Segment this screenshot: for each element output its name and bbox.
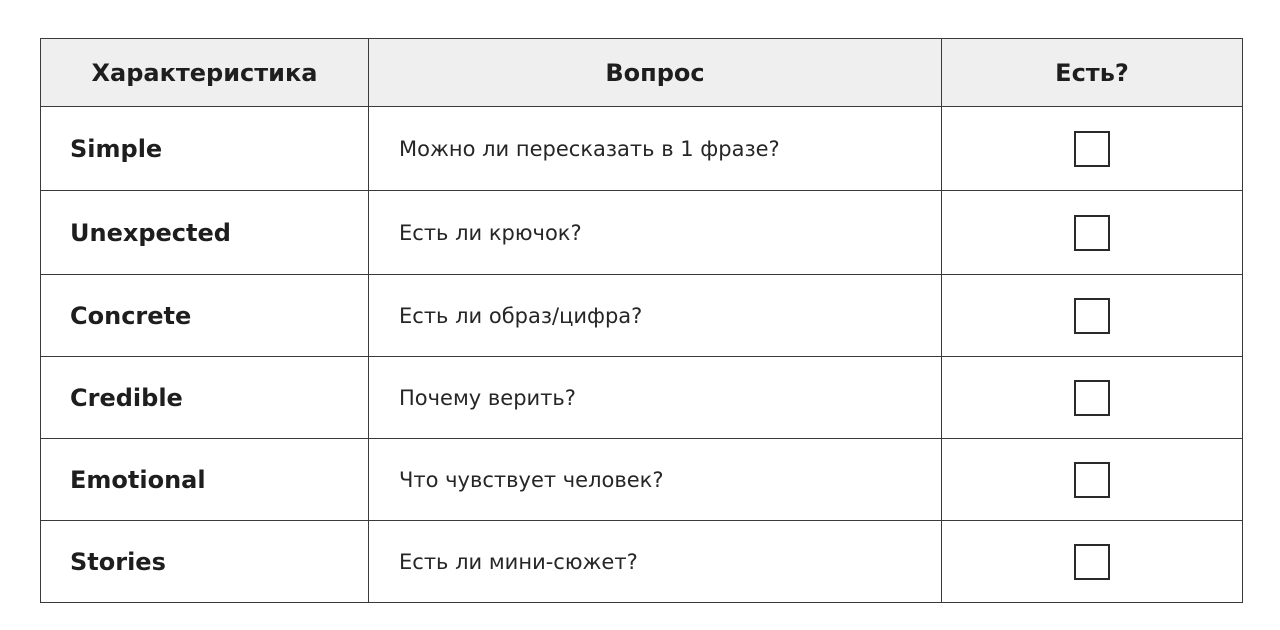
table-row bbox=[41, 275, 1243, 357]
header-characteristic: Характеристика bbox=[41, 39, 369, 107]
checkbox-cell bbox=[942, 521, 1243, 603]
table-body bbox=[41, 107, 1243, 603]
checkbox[interactable] bbox=[1074, 544, 1110, 580]
checkbox-cell bbox=[942, 275, 1243, 357]
checkbox-cell bbox=[942, 439, 1243, 521]
checkbox[interactable] bbox=[1074, 462, 1110, 498]
question-cell: Есть ли крючок? bbox=[369, 191, 942, 275]
checkbox-cell bbox=[942, 107, 1243, 191]
header-question: Вопрос bbox=[369, 39, 942, 107]
checkbox[interactable] bbox=[1074, 298, 1110, 334]
checklist-table bbox=[40, 38, 1243, 603]
question-cell: Есть ли образ/цифра? bbox=[369, 275, 942, 357]
table-row bbox=[41, 439, 1243, 521]
table-row bbox=[41, 521, 1243, 603]
trait-cell: Credible bbox=[41, 357, 369, 439]
table-header bbox=[41, 39, 1243, 107]
header-present: Есть? bbox=[942, 39, 1243, 107]
trait-cell: Emotional bbox=[41, 439, 369, 521]
trait-cell: Unexpected bbox=[41, 191, 369, 275]
question-cell: Есть ли мини-сюжет? bbox=[369, 521, 942, 603]
header-row bbox=[41, 39, 1243, 107]
trait-cell: Stories bbox=[41, 521, 369, 603]
table-row bbox=[41, 107, 1243, 191]
question-cell: Можно ли пересказать в 1 фразе? bbox=[369, 107, 942, 191]
checkbox-cell bbox=[942, 357, 1243, 439]
table-row bbox=[41, 357, 1243, 439]
trait-cell: Simple bbox=[41, 107, 369, 191]
checkbox[interactable] bbox=[1074, 380, 1110, 416]
checkbox[interactable] bbox=[1074, 215, 1110, 251]
checkbox[interactable] bbox=[1074, 131, 1110, 167]
question-cell: Что чувствует человек? bbox=[369, 439, 942, 521]
checkbox-cell bbox=[942, 191, 1243, 275]
question-cell: Почему верить? bbox=[369, 357, 942, 439]
table-row bbox=[41, 191, 1243, 275]
trait-cell: Concrete bbox=[41, 275, 369, 357]
